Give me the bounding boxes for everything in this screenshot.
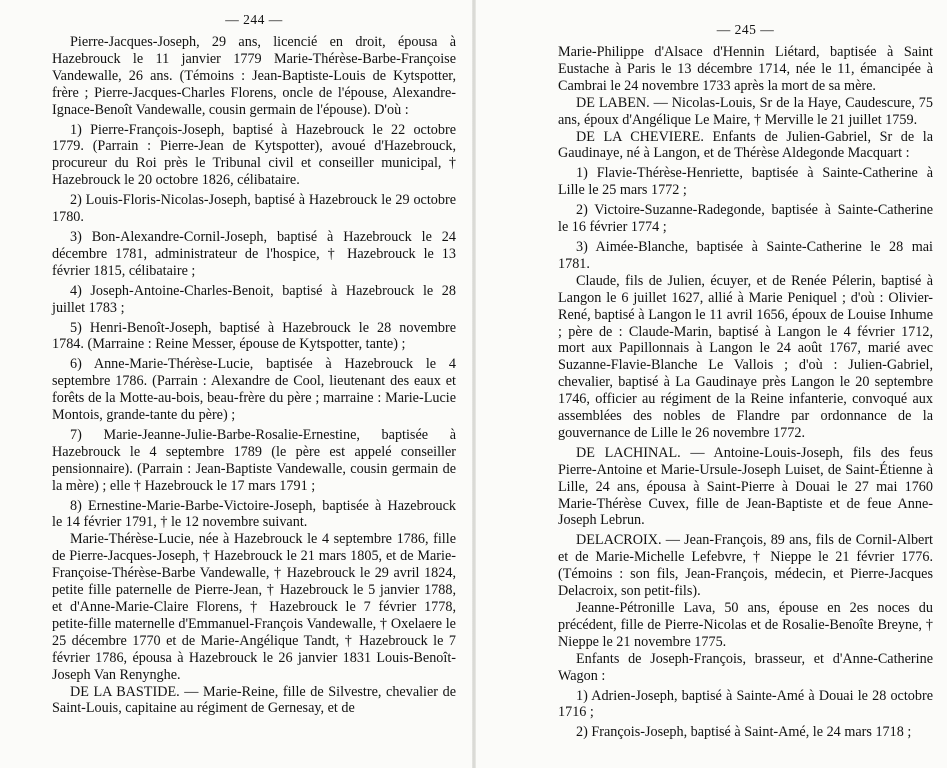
- list-item: 2) Louis-Floris-Nicolas-Joseph, baptisé à Hazebrouck le 29 octobre 1780.: [52, 192, 456, 226]
- right-page-text: [558, 44, 933, 741]
- list-item: 1) Flavie-Thérèse-Henriette, baptisée à Sainte-Catherine à Lille le 25 mars 1772 ;: [558, 165, 933, 199]
- list-item: 7) Marie-Jeanne-Julie-Barbe-Rosalie-Ernestine, baptisée à Hazebrouck le 4 septembre 1789 (le père est appelé conseiller pensionnaire). (Parrain : Jean-Baptiste Vandewalle, cousin germain de la mère) ; elle † Hazebrouck le 17 mars 1791 ;: [52, 426, 456, 494]
- paragraph: Jeanne-Pétronille Lava, 50 ans, épouse en 2es noces du précédent, fille de Pierre-Nicolas et de Rosalie-Benoîte Breyne, † Nieppe le 21 novembre 1775.: [558, 600, 933, 650]
- paragraph: Pierre-Jacques-Joseph, 29 ans, licencié en droit, épousa à Hazebrouck le 11 janvier 1779 Marie-Thérèse-Barbe-Françoise Vandewalle, 26 ans. (Témoins : Jean-Baptiste-Louis de Kytspotter, frère ; Pierre-Jacques-Charles Florens, oncle de l'épouse, Alexandre-Ignace-Benoît Vandewalle, cousin germain de l'épouse). D'où :: [52, 34, 456, 118]
- list-item: 2) Victoire-Suzanne-Radegonde, baptisée à Sainte-Catherine le 16 février 1774 ;: [558, 202, 933, 236]
- list-item: 1) Adrien-Joseph, baptisé à Sainte-Amé à Douai le 28 octobre 1716 ;: [558, 687, 933, 721]
- paragraph: DE LACHINAL. — Antoine-Louis-Joseph, fils des feus Pierre-Antoine et Marie-Ursule-Joseph Luiset, de Saint-Étienne à Lille, 24 ans, épousa à Saint-Pierre à Douai le 27 mai 1760 Marie-Thérèse Cuvex, fille de Jean-Baptiste et de feue Anne-Joseph Lebrun.: [558, 444, 933, 529]
- list-item: 6) Anne-Marie-Thérèse-Lucie, baptisée à Hazebrouck le 4 septembre 1786. (Parrain : Alexandre de Cool, lieutenant des eaux et forêts de la Motte-au-bois, beau-frère du père ; marraine : Marie-Lucie Montois, grande-tante du père) ;: [52, 356, 456, 424]
- paragraph: Claude, fils de Julien, écuyer, et de Renée Pélerin, baptisé à Langon le 6 juillet 1627, allié à Marie Peniquel ; d'où : Olivier-René, baptisé à Langon le 11 avril 1656, époux de Louise Inhume ; père de : Claude-Marin, baptisé à Langon le 4 février 1712, mort aux Papillonnais à Langon le 24 août 1767, marié avec Suzanne-Flavie-Blanche Le Vallois ; d'où : Julien-Gabriel, chevalier, baptisé à La Gaudinaye près Langon le 20 septembre 1746, officier au régiment de la Reine infanterie, convoqué aux assemblées des nobles de Flandre par ordonnance de la gouvernance de Lille le 26 novembre 1772.: [558, 272, 933, 441]
- right-page: [474, 0, 947, 768]
- list-item: 3) Bon-Alexandre-Cornil-Joseph, baptisé à Hazebrouck le 24 décembre 1781, administrateur de l'hospice, † Hazebrouck le 13 février 1815, célibataire ;: [52, 228, 456, 279]
- paragraph: DE LA BASTIDE. — Marie-Reine, fille de Silvestre, chevalier de Saint-Louis, capitaine au régiment de Gernesay, et de: [52, 683, 456, 717]
- paragraph: Enfants de Joseph-François, brasseur, et d'Anne-Catherine Wagon :: [558, 650, 933, 684]
- list-item: 4) Joseph-Antoine-Charles-Benoit, baptisé à Hazebrouck le 28 juillet 1783 ;: [52, 282, 456, 316]
- list-item: 1) Pierre-François-Joseph, baptisé à Hazebrouck le 22 octobre 1779. (Parrain : Pierre-Jean de Kytspotter), avoué d'Hazebrouck, procureur du Roi près le Tribunal civil et conseiller municipal, † Hazebrouck le 20 octobre 1826, célibataire.: [52, 121, 456, 189]
- list-item: 8) Ernestine-Marie-Barbe-Victoire-Joseph, baptisée à Hazebrouck le 14 février 1791, † le 12 novembre suivant.: [52, 497, 456, 531]
- list-item: 3) Aimée-Blanche, baptisée à Sainte-Catherine le 28 mai 1781.: [558, 238, 933, 272]
- left-page-number: — 244 —: [225, 12, 283, 27]
- paragraph: DELACROIX. — Jean-François, 89 ans, fils de Cornil-Albert et de Marie-Michelle Lefebvre, † Nieppe le 21 février 1776. (Témoins : son fils, Jean-François, médecin, et Pierre-Jacques Delacroix, son petit-fils).: [558, 532, 933, 600]
- paragraph: Marie-Thérèse-Lucie, née à Hazebrouck le 4 septembre 1786, fille de Pierre-Jacques-Joseph, † Hazebrouck le 21 mars 1805, et de Marie-Françoise-Thérèse-Barbe Vandewalle, † Hazebrouck le 29 avril 1824, petite fille paternelle de Pierre-Jean, † Hazebrouck le 5 janvier 1788, et d'Anne-Marie-Claire Florens, † Hazebrouck le 7 février 1778, petite-fille maternelle d'Emmanuel-François Vandewalle, † Oxelaere le 25 décembre 1770 et de Marie-Angélique Tandt, † Hazebrouck le 7 février 1786, épousa à Hazebrouck le 26 janvier 1831 Louis-Benoît-Joseph Van Renynghe.: [52, 531, 456, 683]
- paragraph: DE LABEN. — Nicolas-Louis, Sr de la Haye, Caudescure, 75 ans, époux d'Angélique Le Maire, † Merville le 21 juillet 1759.: [558, 94, 933, 128]
- list-item: 5) Henri-Benoît-Joseph, baptisé à Hazebrouck le 28 novembre 1784. (Marraine : Reine Messer, épouse de Kytspotter, tante) ;: [52, 319, 456, 353]
- paragraph: Marie-Philippe d'Alsace d'Hennin Liétard, baptisée à Saint Eustache à Paris le 13 décembre 1714, née le 11, émancipée à Cambrai le 24 novembre 1733 après la mort de sa mère.: [558, 44, 933, 94]
- paragraph: DE LA CHEVIERE. Enfants de Julien-Gabriel, Sr de la Gaudinaye, né à Langon, et de Thérèse Aldegonde Macquart :: [558, 128, 933, 162]
- list-item: 2) François-Joseph, baptisé à Saint-Amé, le 24 mars 1718 ;: [576, 724, 912, 741]
- left-page-text: [52, 34, 456, 717]
- right-page-number: — 245 —: [716, 22, 775, 37]
